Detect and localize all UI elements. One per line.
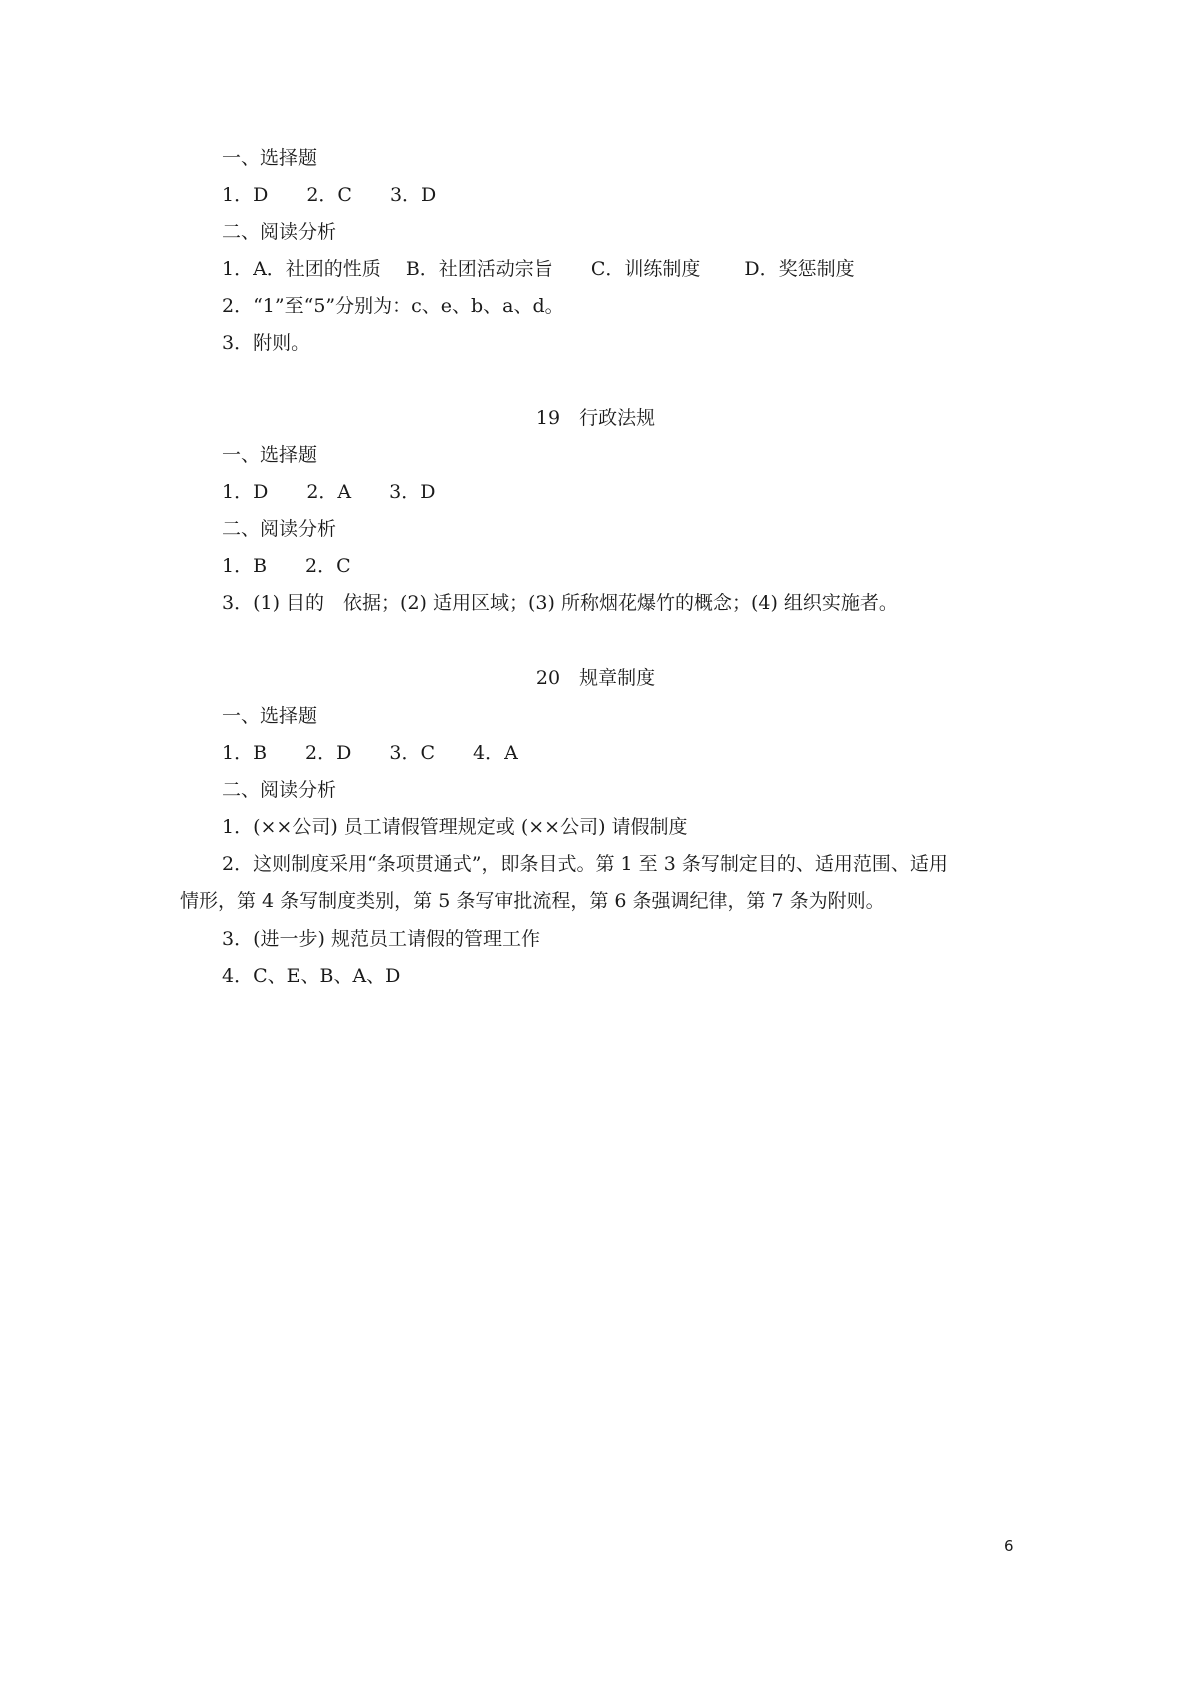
- s20-reading-q3: 3．(进一步) 规范员工请假的管理工作: [222, 928, 540, 950]
- s18-choice-answers: 1．D 2．C 3．D: [222, 184, 437, 206]
- s20-title: 20 规章制度: [535, 667, 656, 689]
- s20-reading-q2-line2: 情形，第 4 条写制度类别，第 5 条写审批流程，第 6 条强调纪律，第 7 条为附则。: [180, 890, 885, 912]
- s20-choice-answers: 1．B 2．D 3．C 4．A: [222, 742, 518, 764]
- s20-reading-q4: 4．C、E、B、A、D: [222, 965, 401, 987]
- s18-reading-q2: 2．“1”至“5”分别为：c、e、b、a、d。: [222, 295, 564, 317]
- s18-choice-heading: 一、选择题: [222, 147, 318, 169]
- s19-reading-q3: 3．(1) 目的 依据；(2) 适用区域；(3) 所称烟花爆竹的概念；(4) 组织实施者。: [222, 592, 898, 614]
- s18-reading-q1: 1．A．社团的性质 B．社团活动宗旨 C．训练制度 D．奖惩制度: [222, 258, 855, 280]
- s20-choice-heading: 一、选择题: [222, 705, 318, 727]
- s19-reading-answers: 1．B 2．C: [222, 555, 351, 577]
- s20-reading-q1: 1．(××公司) 员工请假管理规定或 (××公司) 请假制度: [222, 816, 688, 838]
- s18-reading-q3: 3．附则。: [222, 332, 311, 354]
- s20-reading-heading: 二、阅读分析: [222, 779, 337, 801]
- page-number: 6: [1004, 1537, 1014, 1555]
- s19-title: 19 行政法规: [535, 407, 656, 429]
- s19-choice-answers: 1．D 2．A 3．D: [222, 481, 436, 503]
- s18-reading-heading: 二、阅读分析: [222, 221, 337, 243]
- s20-reading-q2-line1: 2．这则制度采用“条项贯通式”，即条目式。第 1 至 3 条写制定目的、适用范围、适用: [222, 853, 948, 875]
- s19-choice-heading: 一、选择题: [222, 444, 318, 466]
- s19-reading-heading: 二、阅读分析: [222, 518, 337, 540]
